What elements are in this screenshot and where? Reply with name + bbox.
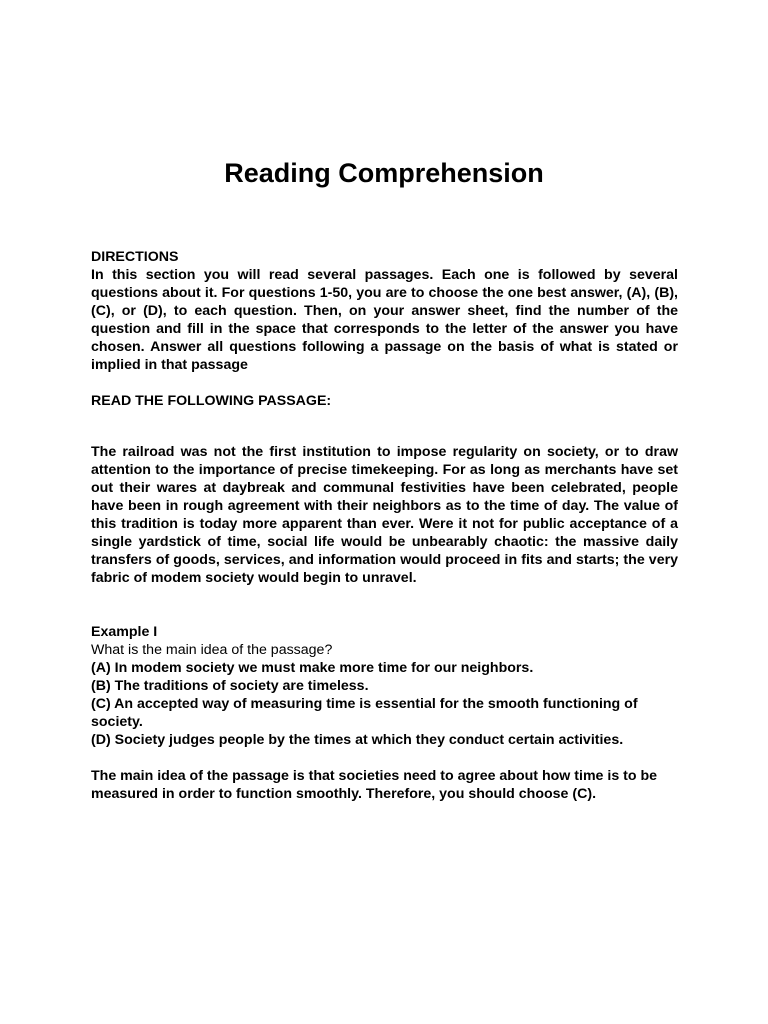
read-passage-heading: READ THE FOLLOWING PASSAGE: bbox=[91, 393, 332, 409]
option-d: (D) Society judges people by the times at which they conduct certain activities. bbox=[91, 732, 624, 748]
option-b: (B) The traditions of society are timeless. bbox=[91, 678, 369, 694]
directions-heading: DIRECTIONS bbox=[91, 249, 179, 265]
explanation-text: The main idea of the passage is that societies need to agree about how time is to be measured in order to function smoothly. Therefore, you should choose (C). bbox=[91, 768, 658, 802]
directions-text: In this section you will read several passages. Each one is followed by several questions about it. For questions 1-50, you are to choose the one best answer, (A), (B), (C), or (D), to each question. Then, on your answer sheet, find the number of the question and fill in the space that corresponds to the letter of the answer you have chosen. Answer all questions following a passage on the basis of what is stated or implied in that passage bbox=[91, 267, 678, 373]
example-question: What is the main idea of the passage? bbox=[91, 642, 333, 658]
option-c: (C) An accepted way of measuring time is essential for the smooth functioning of society. bbox=[91, 696, 638, 730]
example-heading: Example I bbox=[91, 624, 158, 640]
option-a: (A) In modem society we must make more time for our neighbors. bbox=[91, 660, 534, 676]
page-title: Reading Comprehension bbox=[224, 158, 544, 188]
passage-text: The railroad was not the first institution to impose regularity on society, or to draw attention to the importance of precise timekeeping. For as long as merchants have set out their wares at daybreak and communal festivities have been celebrated, people have been in rough agreement with their neighbors as to the time of day. The value of this tradition is today more apparent than ever. Were it not for public acceptance of a single yardstick of time, social life would be unbearably chaotic: the massive daily transfers of goods, services, and information would proceed in fits and starts; the very fabric of modem society would begin to unravel. bbox=[91, 444, 678, 586]
